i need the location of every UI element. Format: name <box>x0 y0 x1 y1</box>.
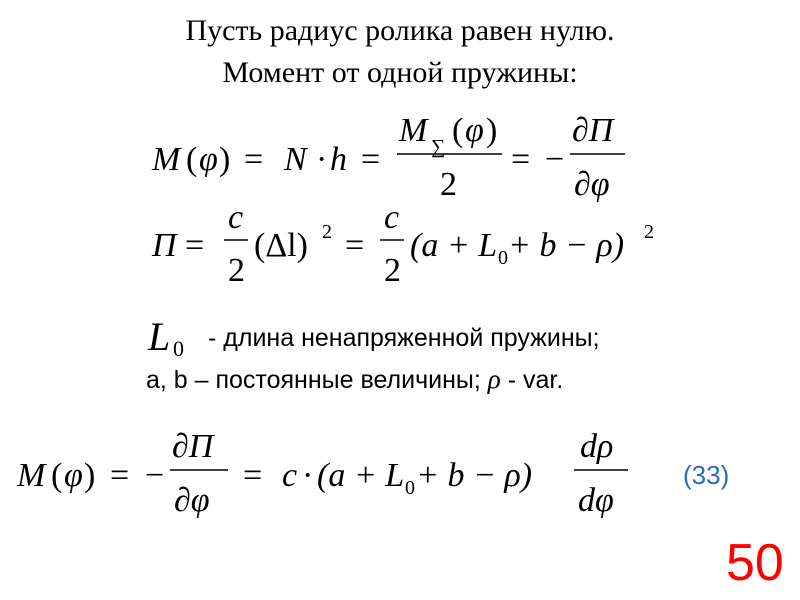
f1-frac-num-sub: ∑ <box>431 136 446 158</box>
f3-eq1: = <box>110 457 130 494</box>
f3-d-num: ∂П <box>172 428 214 465</box>
note-l0-text: - длина ненапряженной пружины; <box>208 324 600 352</box>
note-ab-text: a, b – постоянные величины; <box>146 366 481 394</box>
f1-frac-num-phi: φ <box>465 112 484 149</box>
slide-number: 50 <box>726 534 784 592</box>
f1-lhs-M: M <box>152 141 181 178</box>
heading-line-1: Пусть радиус ролика равен нулю. <box>185 14 615 47</box>
note-L: L <box>148 314 171 359</box>
f3-lhs-phi: φ <box>64 457 83 494</box>
f1-d-den: ∂φ <box>574 166 610 203</box>
f3-c: c <box>282 457 298 494</box>
f3-dot: · <box>302 457 314 494</box>
f3-paren-a: (a + L <box>317 457 405 494</box>
f3-lparen: ( <box>51 457 63 494</box>
f2-paren-b: + b − ρ) <box>508 227 625 264</box>
f1-h: h <box>330 141 347 178</box>
f1-frac-num-M: M <box>399 112 428 149</box>
f1-frac-num-rparen: ) <box>486 112 498 149</box>
f2-sq1: 2 <box>322 221 332 243</box>
f1-minus: − <box>545 141 565 178</box>
f2-P: П <box>152 227 177 264</box>
f1-rparen: ) <box>219 141 231 178</box>
f3-lhs-M: M <box>17 457 46 494</box>
f3-dphi: dφ <box>578 482 614 519</box>
f3-sub0: 0 <box>405 477 415 499</box>
f1-N: N <box>284 141 307 178</box>
note-rho: ρ <box>487 364 501 394</box>
f2-sub0: 0 <box>498 247 508 269</box>
f1-dot: · <box>316 141 328 178</box>
f1-eq2: = <box>361 141 381 178</box>
f3-d-den: ∂φ <box>174 482 210 519</box>
f1-frac-den: 2 <box>440 166 457 203</box>
f3-rparen: ) <box>84 457 96 494</box>
heading-line-2: Момент от одной пружины: <box>222 56 578 89</box>
f2-delta-l: (Δl) <box>254 227 308 264</box>
note-L-sub: 0 <box>173 336 184 361</box>
f3-drho: dρ <box>580 428 614 465</box>
f2-two2: 2 <box>384 252 401 289</box>
f1-d-num: ∂П <box>572 112 614 149</box>
f1-eq3: = <box>511 141 531 178</box>
f1-lparen: ( <box>186 141 198 178</box>
f3-paren-b: + b − ρ) <box>416 457 533 494</box>
f2-eq2: = <box>345 227 365 264</box>
f1-lhs-phi: φ <box>199 141 218 178</box>
f3-eq2: = <box>243 457 263 494</box>
f2-c1: c <box>228 199 244 236</box>
f2-sq2: 2 <box>644 221 654 243</box>
f2-eq1: = <box>185 227 205 264</box>
f2-c2: c <box>384 199 400 236</box>
f1-frac-num-lparen: ( <box>452 112 464 149</box>
f2-paren-a: (a + L <box>410 227 498 264</box>
note-var-text: - var. <box>507 366 564 394</box>
f1-eq1: = <box>244 141 264 178</box>
f2-two1: 2 <box>228 252 245 289</box>
f3-minus: − <box>145 457 165 494</box>
equation-number: (33) <box>683 460 730 490</box>
